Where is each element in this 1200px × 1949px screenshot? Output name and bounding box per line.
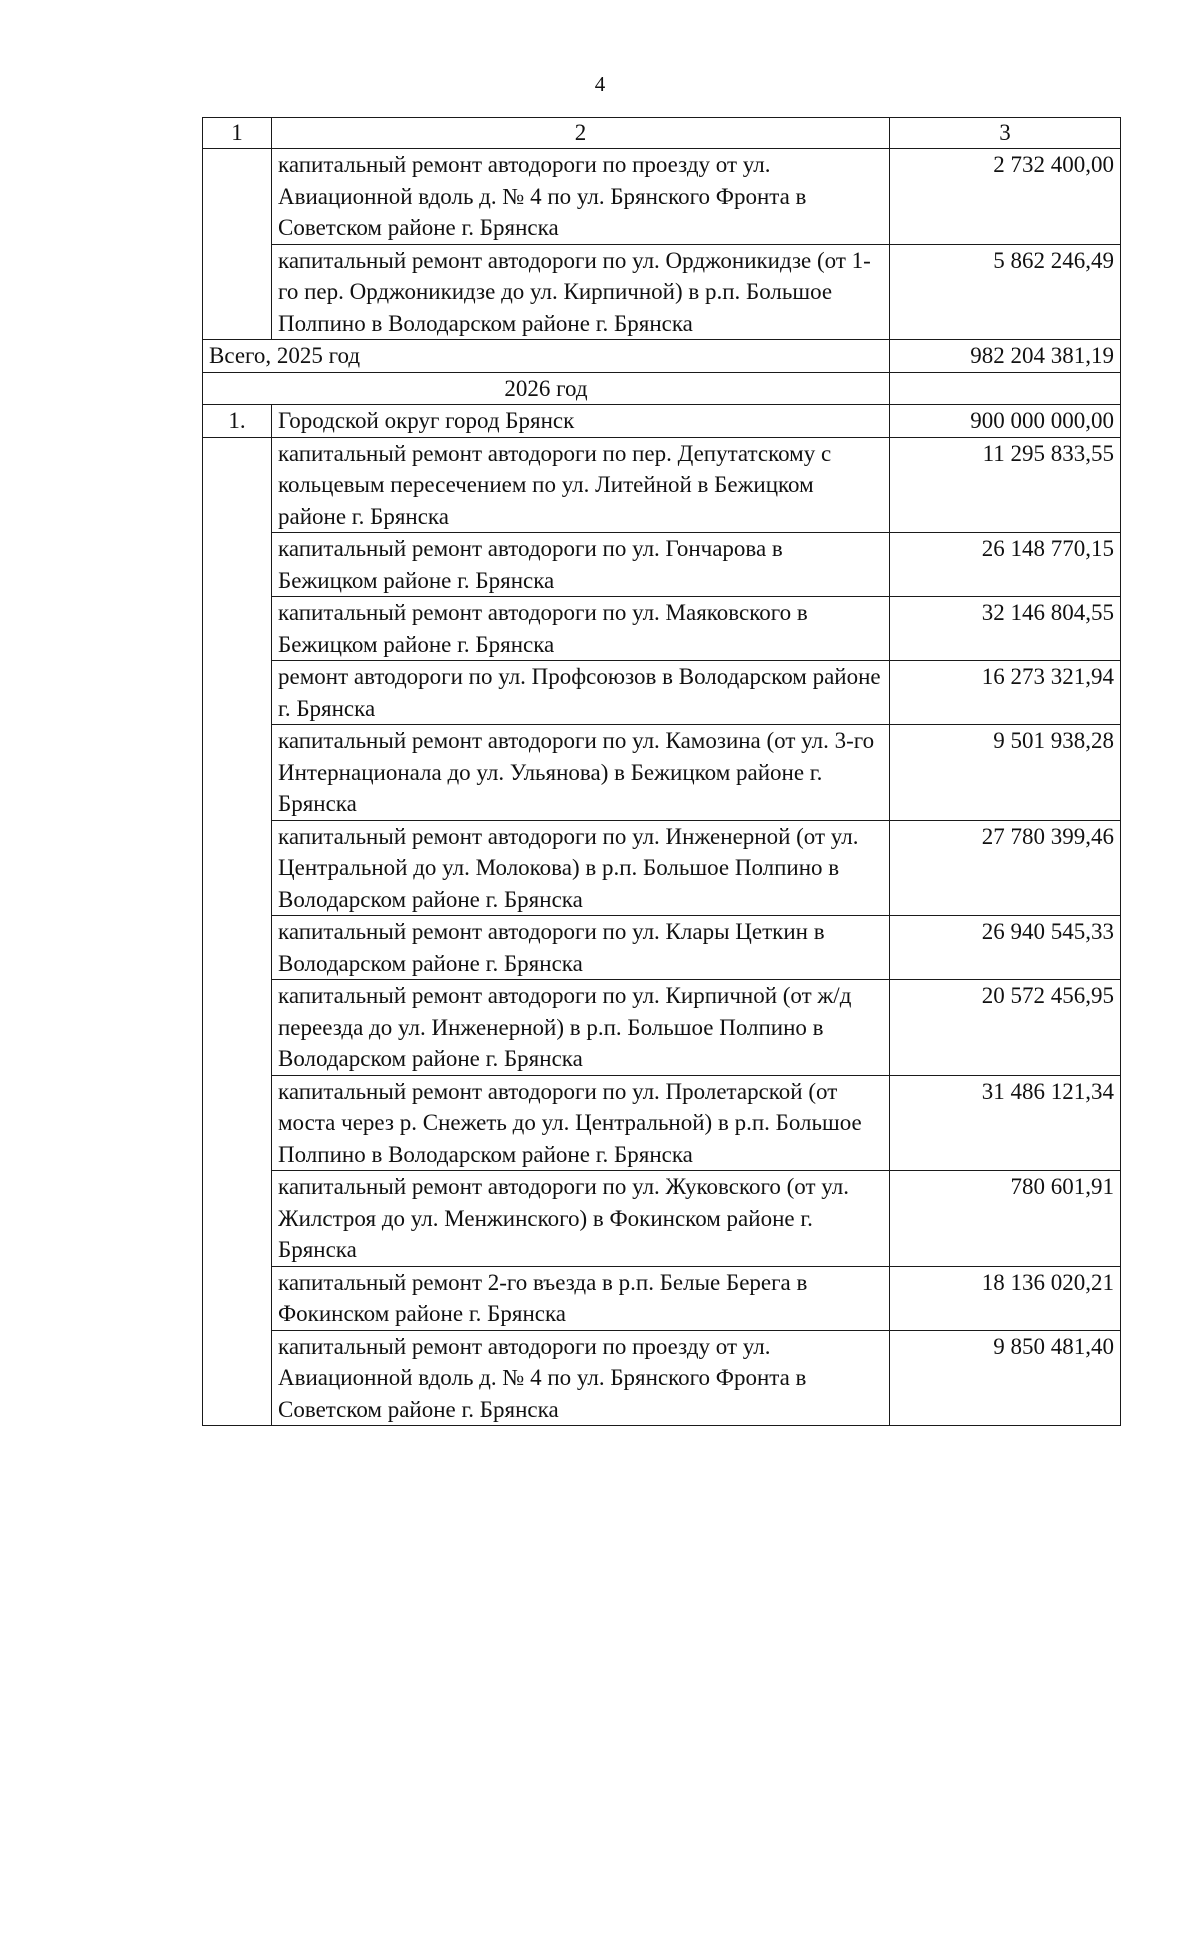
table-row bbox=[203, 661, 1121, 725]
district-row bbox=[203, 405, 1121, 438]
row-amount: 27 780 399,46 bbox=[890, 820, 1121, 916]
row-amount: 18 136 020,21 bbox=[890, 1266, 1121, 1330]
row-amount: 31 486 121,34 bbox=[890, 1075, 1121, 1171]
table-row bbox=[203, 533, 1121, 597]
row-description: капитальный ремонт 2-го въезда в р.п. Белые Берега в Фокинском районе г. Брянска bbox=[272, 1266, 890, 1330]
column-header-3: 3 bbox=[890, 118, 1121, 149]
table-row bbox=[203, 1266, 1121, 1330]
road-repair-table bbox=[202, 117, 1121, 1426]
row-description: капитальный ремонт автодороги по ул. Гончарова в Бежицком районе г. Брянска bbox=[272, 533, 890, 597]
table-row bbox=[203, 980, 1121, 1076]
table-row bbox=[203, 820, 1121, 916]
row-description: капитальный ремонт автодороги по пер. Депутатскому с кольцевым пересечением по ул. Литейной в Бежицком районе г. Брянска bbox=[272, 437, 890, 533]
table-row bbox=[203, 437, 1121, 533]
row-amount: 26 940 545,33 bbox=[890, 916, 1121, 980]
table-row bbox=[203, 725, 1121, 821]
column-header-1: 1 bbox=[203, 118, 272, 149]
total-2025-row bbox=[203, 340, 1121, 373]
row-description: ремонт автодороги по ул. Профсоюзов в Володарском районе г. Брянска bbox=[272, 661, 890, 725]
row-amount: 26 148 770,15 bbox=[890, 533, 1121, 597]
column-header-2: 2 bbox=[272, 118, 890, 149]
row-description: капитальный ремонт автодороги по ул. Клары Цеткин в Володарском районе г. Брянска bbox=[272, 916, 890, 980]
table-row bbox=[203, 597, 1121, 661]
empty-number-cell bbox=[203, 149, 272, 340]
row-description: капитальный ремонт автодороги по ул. Маяковского в Бежицком районе г. Брянска bbox=[272, 597, 890, 661]
row-amount: 9 850 481,40 bbox=[890, 1330, 1121, 1426]
row-description: капитальный ремонт автодороги по ул. Орджоникидзе (от 1-го пер. Орджоникидзе до ул. Кирпичной) в р.п. Большое Полпино в Володарском районе г. Брянска bbox=[272, 244, 890, 340]
row-amount: 5 862 246,49 bbox=[890, 244, 1121, 340]
row-description: капитальный ремонт автодороги по ул. Инженерной (от ул. Центральной до ул. Молокова) в р.п. Большое Полпино в Володарском районе г. Брянска bbox=[272, 820, 890, 916]
row-amount: 2 732 400,00 bbox=[890, 149, 1121, 245]
district-number: 1. bbox=[203, 405, 272, 438]
district-name: Городской округ город Брянск bbox=[272, 405, 890, 438]
row-description: капитальный ремонт автодороги по ул. Пролетарской (от моста через р. Снежеть до ул. Центральной) в р.п. Большое Полпино в Володарском районе г. Брянска bbox=[272, 1075, 890, 1171]
total-2025-label: Всего, 2025 год bbox=[203, 340, 890, 373]
row-amount: 20 572 456,95 bbox=[890, 980, 1121, 1076]
row-description: капитальный ремонт автодороги по ул. Камозина (от ул. 3-го Интернационала до ул. Ульянова) в Бежицком районе г. Брянска bbox=[272, 725, 890, 821]
row-description: капитальный ремонт автодороги по проезду от ул. Авиационной вдоль д. № 4 по ул. Брянского Фронта в Советском районе г. Брянска bbox=[272, 149, 890, 245]
row-amount: 11 295 833,55 bbox=[890, 437, 1121, 533]
table-row bbox=[203, 916, 1121, 980]
row-amount: 9 501 938,28 bbox=[890, 725, 1121, 821]
row-amount: 16 273 321,94 bbox=[890, 661, 1121, 725]
table-row bbox=[203, 1171, 1121, 1267]
row-description: капитальный ремонт автодороги по проезду от ул. Авиационной вдоль д. № 4 по ул. Брянского Фронта в Советском районе г. Брянска bbox=[272, 1330, 890, 1426]
table-row bbox=[203, 1075, 1121, 1171]
total-2025-amount: 982 204 381,19 bbox=[890, 340, 1121, 373]
district-amount: 900 000 000,00 bbox=[890, 405, 1121, 438]
row-amount: 780 601,91 bbox=[890, 1171, 1121, 1267]
table-header-row bbox=[203, 118, 1121, 149]
row-description: капитальный ремонт автодороги по ул. Жуковского (от ул. Жилстроя до ул. Менжинского) в Фокинском районе г. Брянска bbox=[272, 1171, 890, 1267]
row-description: капитальный ремонт автодороги по ул. Кирпичной (от ж/д переезда до ул. Инженерной) в р.п. Большое Полпино в Володарском районе г. Брянска bbox=[272, 980, 890, 1076]
year-2026-row bbox=[203, 372, 1121, 405]
page-number: 4 bbox=[594, 72, 606, 96]
year-2026-label: 2026 год bbox=[203, 372, 890, 405]
table-row bbox=[203, 244, 1121, 340]
row-amount: 32 146 804,55 bbox=[890, 597, 1121, 661]
empty-amount-cell bbox=[890, 372, 1121, 405]
empty-number-cell bbox=[203, 437, 272, 1426]
table-row bbox=[203, 1330, 1121, 1426]
table-row bbox=[203, 149, 1121, 245]
